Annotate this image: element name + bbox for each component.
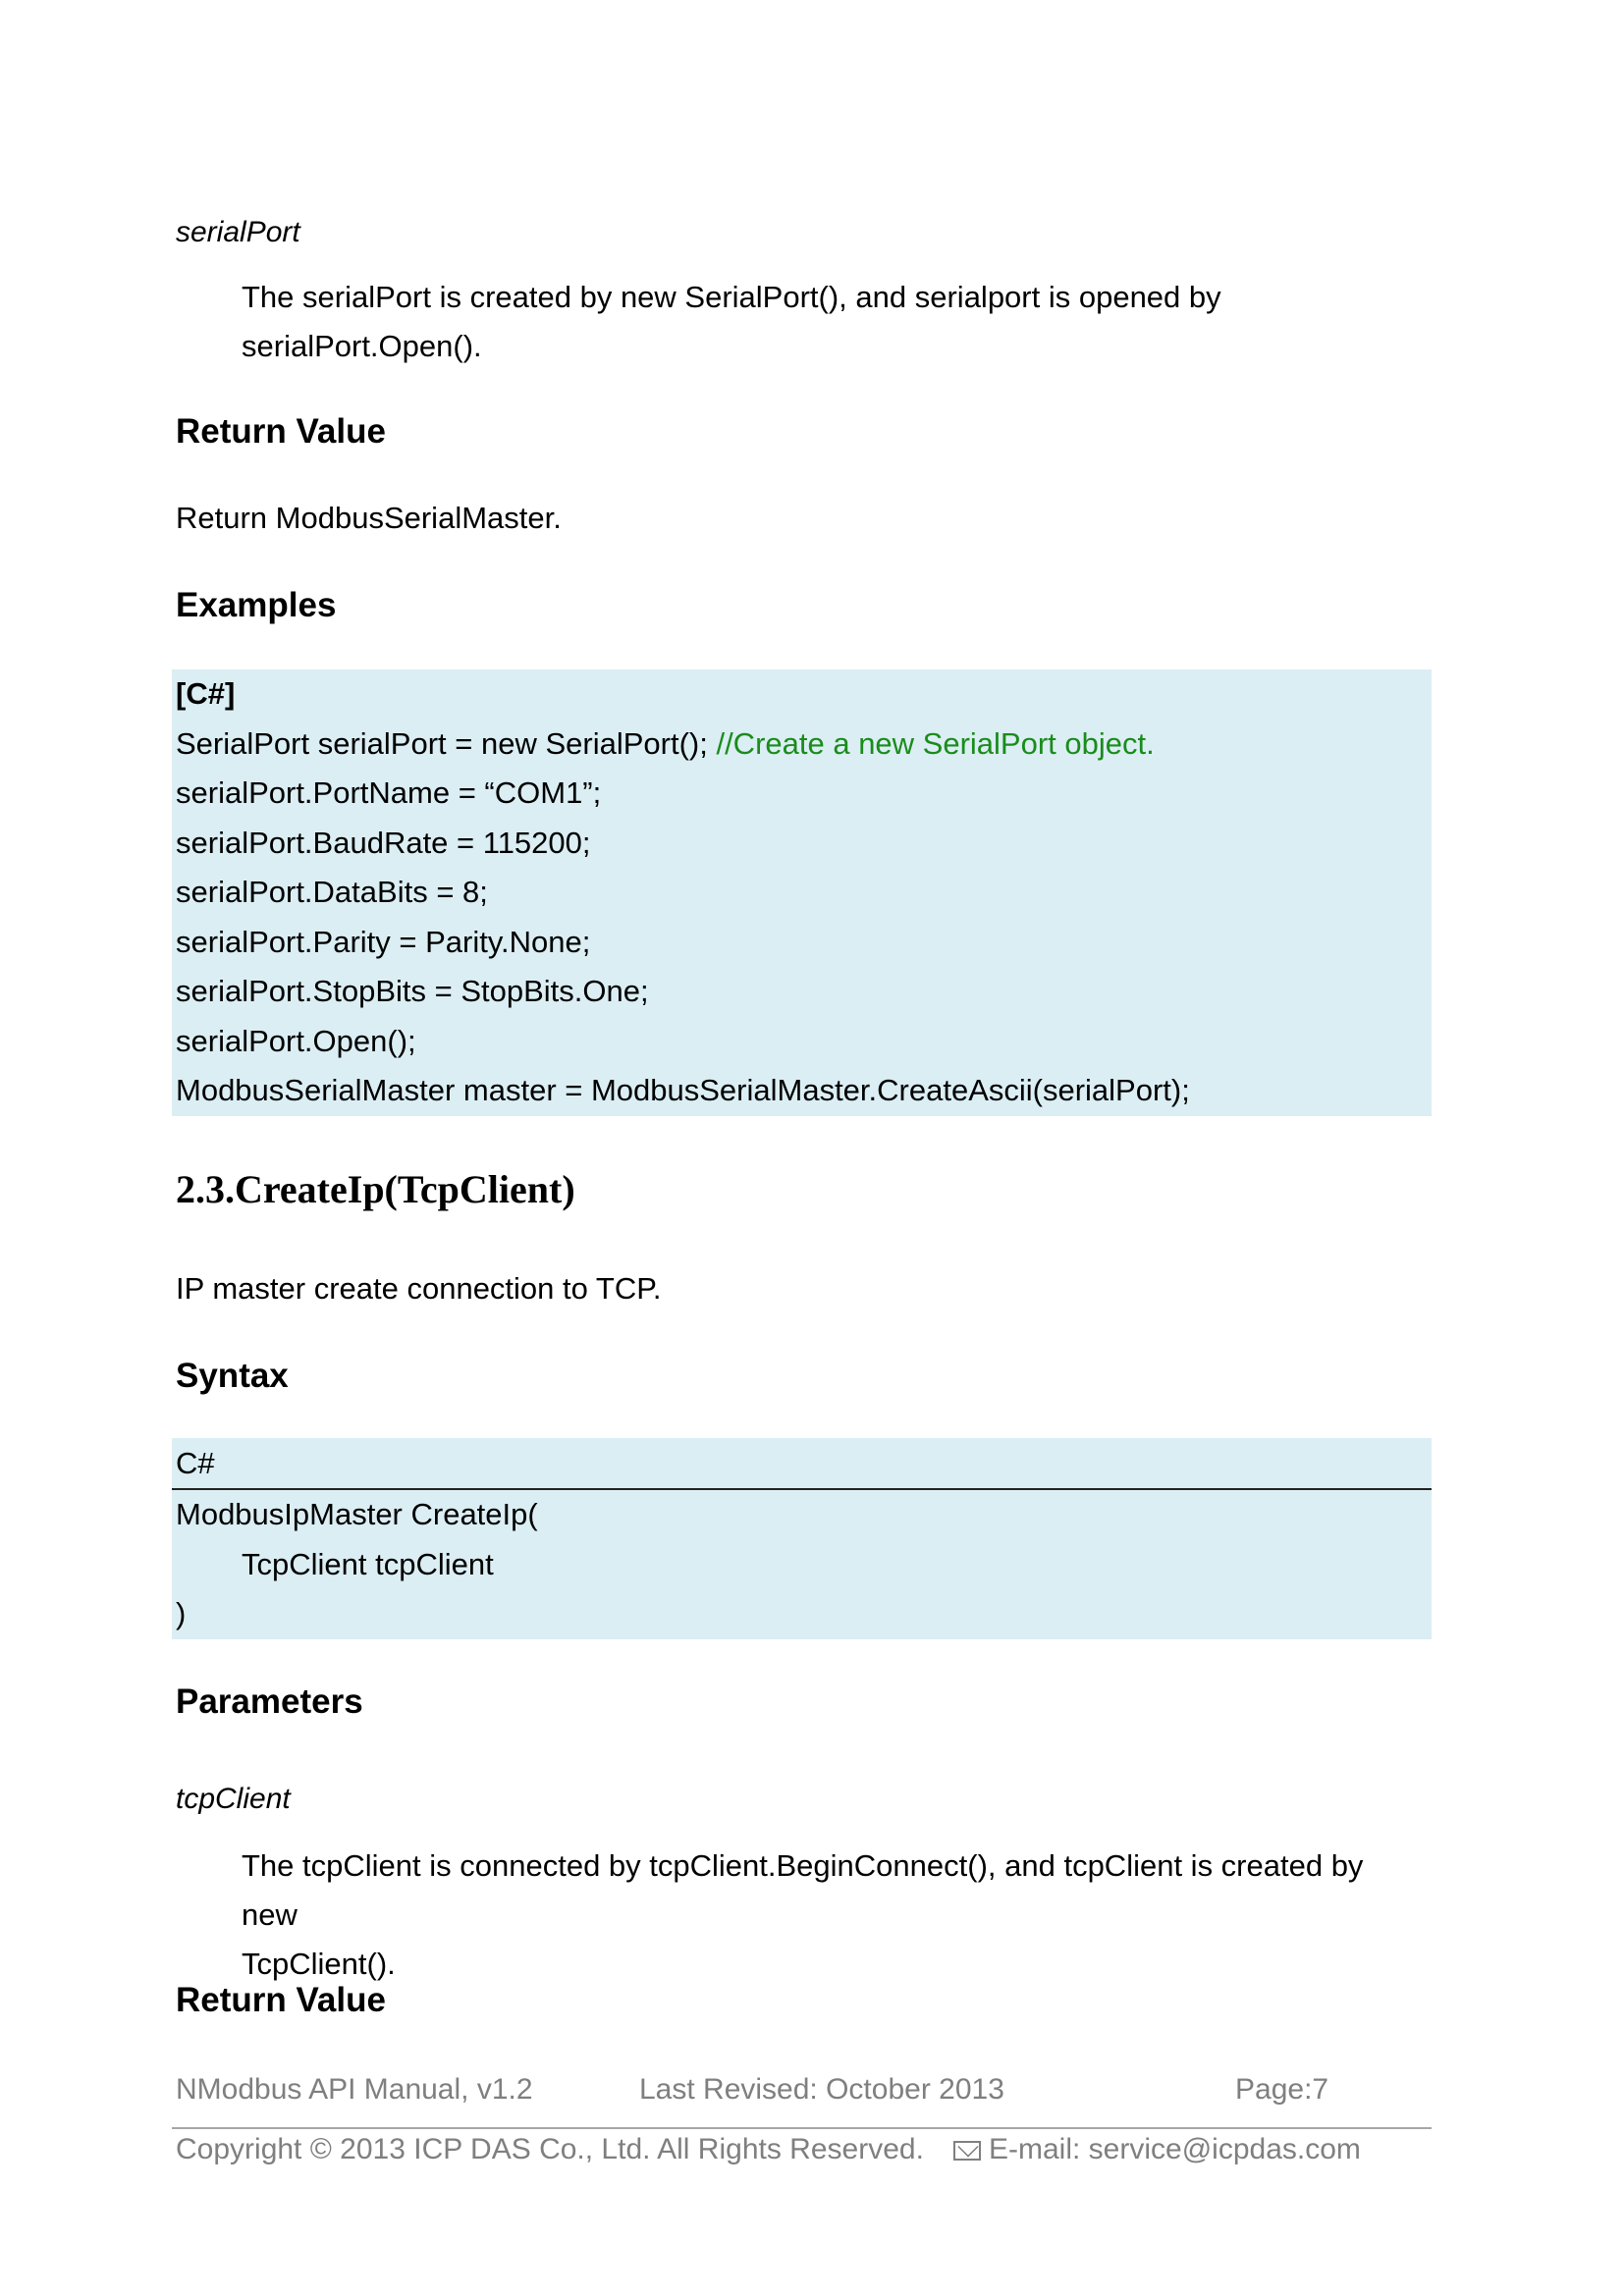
examples-heading: Examples <box>176 586 337 624</box>
footer-email <box>953 2133 1361 2166</box>
syntax-line: TcpClient tcpClient <box>242 1546 494 1581</box>
footer-revised: Last Revised: October 2013 <box>639 2073 1004 2106</box>
param-description-line: TcpClient(). <box>242 1947 396 1981</box>
code-line: serialPort.BaudRate = 115200; <box>176 825 591 860</box>
return-value-text: Return ModbusSerialMaster. <box>176 501 562 535</box>
param-description-line: The tcpClient is connected by tcpClient.BeginConnect(), and tcpClient is created by new <box>242 1848 1364 1932</box>
param-description-serialport <box>242 273 1420 371</box>
parameters-heading: Parameters <box>176 1682 363 1721</box>
code-line: serialPort.DataBits = 8; <box>176 875 488 909</box>
syntax-line: ModbusIpMaster CreateIp( <box>176 1497 538 1531</box>
section-title: 2.3.CreateIp(TcpClient) <box>176 1167 575 1211</box>
code-line: serialPort.Parity = Parity.None; <box>176 924 591 959</box>
code-line: ModbusSerialMaster master = ModbusSerialMaster.CreateAscii(serialPort); <box>176 1073 1190 1107</box>
syntax-language-label: C# <box>172 1438 1432 1490</box>
code-line <box>172 720 1432 770</box>
param-name-serialport: serialPort <box>176 216 300 248</box>
code-line: serialPort.PortName = “COM1”; <box>176 775 602 810</box>
syntax-heading: Syntax <box>176 1357 289 1395</box>
param-description-line: The serialPort is created by new SerialPort(), and serialport is opened by <box>242 280 1221 314</box>
envelope-icon <box>953 2141 981 2161</box>
syntax-code-block <box>172 1438 1432 1639</box>
syntax-line: ) <box>176 1596 187 1630</box>
code-text: SerialPort serialPort = new SerialPort(); <box>176 725 717 761</box>
footer-divider <box>172 2127 1432 2129</box>
code-comment: //Create a new SerialPort object. <box>716 725 1155 761</box>
footer-email-text: E-mail: service@icpdas.com <box>989 2133 1361 2165</box>
param-description-line: serialPort.Open(). <box>242 329 482 363</box>
code-language-label: [C#] <box>176 676 236 711</box>
example-code-block <box>172 669 1432 1116</box>
param-description-tcpclient <box>242 1842 1420 1989</box>
code-line: serialPort.StopBits = StopBits.One; <box>176 974 649 1008</box>
footer-manual: NModbus API Manual, v1.2 <box>176 2073 533 2106</box>
footer-copyright: Copyright © 2013 ICP DAS Co., Ltd. All Rights Reserved. <box>176 2133 924 2165</box>
param-name-tcpclient: tcpClient <box>176 1783 291 1815</box>
code-line: serialPort.Open(); <box>176 1023 416 1058</box>
section-description: IP master create connection to TCP. <box>176 1271 662 1306</box>
return-value-heading: Return Value <box>176 1981 386 2019</box>
footer-page: Page:7 <box>1235 2073 1329 2106</box>
return-value-heading: Return Value <box>176 412 386 451</box>
